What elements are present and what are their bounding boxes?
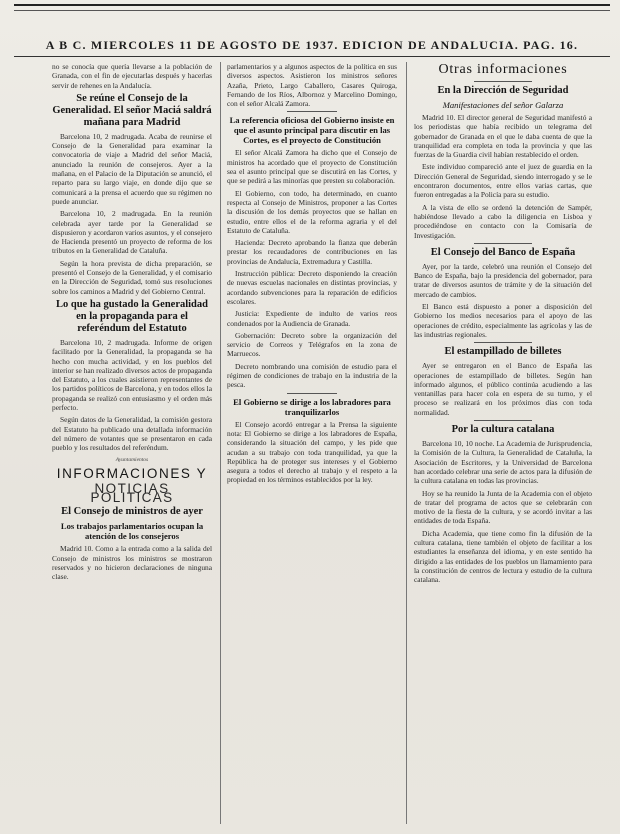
headline-generalidad: Se reúne el Consejo de la Generalidad. El señor Maciá saldrá mañana para Madrid [52,92,212,128]
headline-billetes: El estampillado de billetes [444,346,562,358]
column-right [414,62,592,826]
article-paragraph: Dicha Academia, que tiene como fin la difusión de la cultura catalana, tiene también el objeto de facilitar a los estudiantes la enseñanza del idioma, y en este sentido ha dirigido a las entidades de los pueblos un llamamiento para la constitución de centros de lectura y estudio de la cultura catalana. [414,528,592,585]
intro-paragraph: no se conocía que quería llevarse a la población de Granada, con el fin de ejecutarlas después y hacerlas servir de rehenes en la Andalucía. [52,62,212,90]
article-paragraph: Madrid 10. Como a la entrada como a la salida del Consejo de ministros los ministros se mostraron reservados y no hicieron declaraciones de ninguna clase. [52,544,212,582]
page-header: A B C. MIERCOLES 11 DE AGOSTO DE 1937. EDICION DE ANDALUCIA. PAG. 16. [45,38,579,52]
article-paragraph: Barcelona 10, 2 madrugada. En la reunión celebrada ayer tarde por la Generalidad se dispusieron y acordaron varios asuntos, y el consejero de Hacienda presentó un proyecto de reforma de los tributos en la Generalidad de Cataluña. [52,209,212,256]
article-paragraph: Barcelona 10, 10 noche. La Academia de Jurisprudencia, la Comisión de la Cultura, la Generalidad de Cataluña, la Asociación de Escritores, y la Universidad de Barcelona han acordado celebrar una serie de actos para la difusión de la cultura catalana en todas las provincias. [414,439,592,486]
section-title-line2: NOTICIAS POLITICAS [90,480,174,506]
headline-banco: El Consejo del Banco de España [430,246,576,258]
headline-propaganda: Lo que ha gustado la Generalidad en la propaganda para el referéndum del Estatuto [56,298,208,334]
section-title-line1: INFORMACIONES Y [56,465,208,481]
header-rule [14,56,610,57]
article-paragraph: El Banco está dispuesto a poner a disposición del Gobierno los medios necesarios para el apoyo de las operaciones de crédito, especialmente las agrícolas y las de las industrias regionales. [414,302,592,339]
article-paragraph: El Gobierno, con todo, ha determinado, en cuanto respecta al Consejo de Ministros, proponer a las Cortes la discusión de los demás proyectos que se hallan en estudio, entre ellos el de la reforma agraria y el del Estatuto de Cataluña. [227,188,397,235]
headline-referencia: La referencia oficiosa del Gobierno insiste en que el asunto principal para discutir en las Cortes, es el proyecto de Constitución [229,115,395,146]
section-title-otras: Otras informaciones [438,62,568,77]
divider [474,243,532,244]
article-paragraph: parlamentarios y a algunos aspectos de la política en sus diversos aspectos. Asistieron los ministros señores Azaña, Prieto, Largo Caballero, Casares Quiroga, Fernando de los Ríos, Albornoz y Marcelino Domingo, con el señor Alcalá Zamora. [227,62,397,109]
headline-cultura: Por la cultura catalana [451,424,555,436]
divider [474,420,532,421]
article-paragraph: Decreto nombrando una comisión de estudio para el régimen de condiciones de trabajo en la industria de la pesca. [227,361,397,390]
article-paragraph: Madrid 10. El director general de Seguridad manifestó a los periodistas que había recibido un telegrama del gobernador de Granada en el que le daba cuenta de que la tranquilidad era completa en toda la provincia y que las fuerzas de la Guardia civil habían restablecido el orden. [414,113,592,160]
article-paragraph: El señor Alcalá Zamora ha dicho que el Consejo de ministros ha acordado que el proyecto de Constitución sea el asunto principal que se discutirá en las Cortes, y que se pedirá a las minorías que presten su colaboración. [227,148,397,186]
article-paragraph: Barcelona 10, 2 madrugada. Informe de origen facilitado por la Generalidad, la propaganda se ha hecho con mucha actividad, y en los pueblos del interior se han realizado diversos actos de propaganda del Estatuto, a los cuales asistieron representantes de los partidos políticos de Barcelona, y en todos ellos la propaganda se realizó con entusiasmo y el orden más perfecto. [52,337,212,413]
article-paragraph: Instrucción pública: Decreto disponiendo la creación de nuevas escuelas nacionales en distintas provincias, y acordando subvenciones para la reparación de edificios escolares. [227,269,397,306]
article-paragraph: Ayer, por la tarde, celebró una reunión el Consejo del Banco de España, bajo la presidencia del gobernador, para tratar de diversos asuntos de trámite y de la situación del mercado de cambios. [414,261,592,299]
column-divider [406,62,407,824]
divider [287,111,337,112]
article-paragraph: Justicia: Expediente de indulto de varios reos condenados por la Audiencia de Granada. [227,309,397,328]
top-rule-thin [14,10,610,11]
article-paragraph: Según la hora prevista de dicha preparación, se presentó el Consejo de la Generalidad, y el comisario en la Dirección de Seguridad, tomó sus resoluciones sobre los caminos a Madrid y del Gobierno Central. [52,258,212,296]
column-divider [220,62,221,824]
section-kicker: Ayuntamientos [115,456,149,463]
headline-labradores: El Gobierno se dirige a los labradores para tranquilizarlos [233,396,391,417]
column-middle [227,62,397,826]
column-left [52,62,212,826]
divider [474,81,532,82]
divider [474,342,532,343]
top-rule [14,4,610,6]
divider [287,393,337,394]
article-paragraph: Hacienda: Decreto aprobando la fianza que deberán prestar los recaudadores de contribuciones en las provincias de Andalucía, Extremadura y Castilla. [227,238,397,266]
article-paragraph: A la vista de ello se ordenó la detención de Sampér, habiéndose llevado a cabo la diligencia en Lisboa y procediéndose en contacto con la Comisaría de Investigación. [414,202,592,240]
article-paragraph: Según datos de la Generalidad, la comisión gestora del Estatuto ha publicado una detallada información del número de votantes que se presentaron en cada pueblo y los resultados del referéndum. [52,415,212,453]
subheadline-galarza: Manifestaciones del señor Galarza [442,100,564,110]
article-paragraph: Gobernación: Decreto sobre la organización del servicio de Correos y Telégrafos en la zona de Marruecos. [227,330,397,359]
subheadline-trabajos: Los trabajos parlamentarios ocupan la atención de los consejeros [60,521,204,542]
article-paragraph: Ayer se entregaron en el Banco de España las operaciones de estampillado de billetes. Según han informado algunos, el público continúa acudiendo a las ventanillas para hacer cola en espera de su turno, y el proceso se realizará en los próximos días con toda normalidad. [414,361,592,417]
headline-seguridad: En la Dirección de Seguridad [437,85,569,96]
article-paragraph: Hoy se ha reunido la Junta de la Academia con el objeto de tratar del programa de actos que se celebrarán con motivo de la fiesta de la cultura, y se acordó invitar a las entidades de toda España. [414,488,592,526]
article-paragraph: El Consejo acordó entregar a la Prensa la siguiente nota: El Gobierno se dirige a los labradores de España, considerando la situación del campo, y les pide que acudan a su trabajo con toda tranquilidad, ya que la República ha de proteger sus intereses y el Gobierno asegura a todos el derecho al trabajo y el respeto a la propiedad en los términos establecidos por la ley. [227,419,397,485]
headline-consejo-ministros: El Consejo de ministros de ayer [61,506,203,518]
article-paragraph: Este individuo compareció ante el juez de guardia en la Dirección General de Seguridad, siendo interrogado y se le encontraron documentos, entre ellos varias cartas, que fueron entregadas a la Policía para su estudio. [414,162,592,200]
article-paragraph: Barcelona 10, 2 madrugada. Acaba de reunirse el Consejo de la Generalidad para examinar la convocatoria de viaje a Madrid del señor Maciá, anunciado la reunión de consejeros. Ayer a la mañana, en el Palacio de la Diputación se anunció, el reparto para su largo viaje, en donde dijo que se comunicará a la prensa el acuerdo que su régimen no puede anunciar. [52,131,212,206]
